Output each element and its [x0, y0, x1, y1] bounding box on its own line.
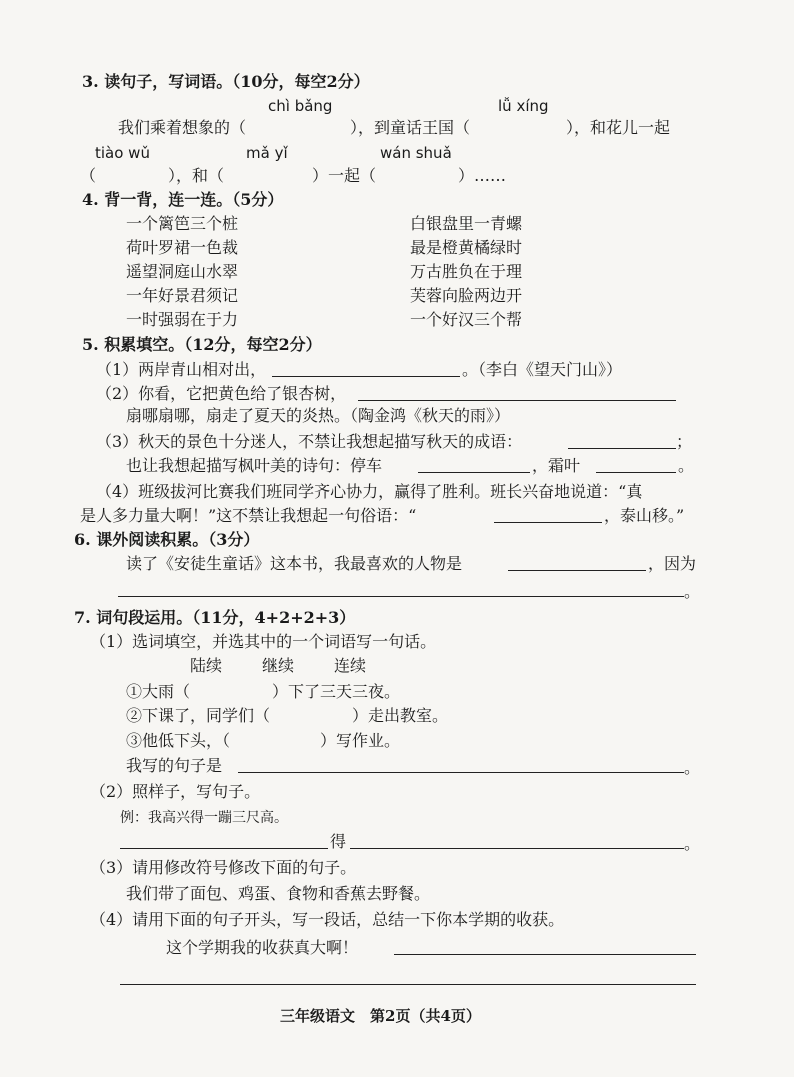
q5-item3-b: ；: [676, 432, 693, 451]
q3-title: 3. 读句子，写词语。（10分，每空2分）: [82, 72, 370, 91]
q7-s2-blank-1[interactable]: [120, 848, 328, 849]
word-option-3: 连续: [334, 656, 367, 675]
q3-line2-c: ）一起（: [312, 166, 377, 185]
q5-item3-blank-idiom[interactable]: [568, 448, 676, 449]
q5-item1-a: （1）两岸青山相对出，: [96, 360, 267, 379]
poem-right-5[interactable]: 一个好汉三个帮: [410, 310, 523, 329]
poem-right-2[interactable]: 最是橙黄橘绿时: [410, 238, 523, 257]
q7-s1-c1: ③他低下头，（: [126, 731, 231, 750]
q7-s4-start: 这个学期我的收获真大啊！: [166, 938, 359, 957]
q7-s2-blank-2[interactable]: [350, 848, 684, 849]
q3-line1-c: ），和花儿一起: [566, 118, 671, 137]
q5-item3-blank-poem2[interactable]: [596, 472, 676, 473]
poem-left-1[interactable]: 一个篱笆三个桩: [126, 214, 239, 233]
poem-left-3[interactable]: 遥望洞庭山水翠: [126, 262, 239, 281]
q5-item2-b: 扇哪扇哪，扇走了夏天的炎热。（陶金鸿《秋天的雨》）: [126, 406, 511, 425]
q5-item3-e: 。: [678, 456, 695, 475]
q6-title: 6. 课外阅读积累。（3分）: [74, 530, 260, 549]
q7-s1-a2: ）下了三天三夜。: [272, 682, 401, 701]
q7-s1-a1: ①大雨（: [126, 682, 191, 701]
q5-item3-a: （3）秋天的景色十分迷人，不禁让我想起描写秋天的成语：: [96, 432, 523, 451]
poem-right-4[interactable]: 芙蓉向脸两边开: [410, 286, 523, 305]
pinyin-2: lǚ xíng: [498, 97, 549, 115]
q7-s2-end: 。: [684, 834, 701, 853]
word-option-1: 陆续: [190, 656, 223, 675]
q5-item4-b: 是人多力量大啊！”这不禁让我想起一句俗语：“: [80, 506, 417, 525]
q5-title: 5. 积累填空。（12分，每空2分）: [82, 335, 322, 354]
q7-s3-title: （3）请用修改符号修改下面的句子。: [90, 858, 357, 877]
q5-item2-a: （2）你看，它把黄色给了银杏树，: [96, 384, 347, 403]
page-footer: 三年级语文 第2页（共4页）: [280, 1007, 481, 1025]
q5-item1-b: 。（李白《望天门山》）: [462, 360, 623, 379]
poem-left-2[interactable]: 荷叶罗裙一色裁: [126, 238, 239, 257]
q5-item4-a: （4）班级拔河比赛我们班同学齐心协力，赢得了胜利。班长兴奋地说道：“真: [96, 482, 643, 501]
q5-item4-blank[interactable]: [494, 522, 602, 523]
q3-line2-b: ），和（: [168, 166, 225, 185]
q6-blank-character[interactable]: [508, 570, 646, 571]
q7-s2-de: 得: [330, 832, 347, 851]
q7-s4-title: （4）请用下面的句子开头，写一段话，总结一下你本学期的收获。: [90, 910, 565, 929]
poem-right-3[interactable]: 万古胜负在于理: [410, 262, 523, 281]
pinyin-3: tiào wǔ: [95, 144, 150, 162]
q7-s4-blank-1[interactable]: [394, 954, 696, 955]
q3-line1-b: ），到童话王国（: [350, 118, 471, 137]
q7-title: 7. 词句段运用。（11分，4+2+2+3）: [74, 608, 356, 627]
q7-s1-c2: ）写作业。: [320, 731, 401, 750]
q6-line-a: 读了《安徒生童话》这本书，我最喜欢的人物是: [126, 554, 463, 573]
q7-s1-end: 。: [684, 758, 701, 777]
q3-line2-a: （: [80, 166, 97, 185]
q7-s1-title: （1）选词填空，并选其中的一个词语写一句话。: [90, 632, 437, 651]
q7-s2-example: 例：我高兴得一蹦三尺高。: [120, 810, 288, 826]
word-option-2: 继续: [262, 656, 295, 675]
q5-item4-c: ，泰山移。”: [604, 506, 685, 525]
q3-line2-d: ）……: [458, 166, 507, 185]
q7-s1-mine: 我写的句子是: [126, 756, 223, 775]
q7-s1-b2: ）走出教室。: [352, 706, 449, 725]
q7-s1-blank[interactable]: [238, 772, 684, 773]
poem-left-4[interactable]: 一年好景君须记: [126, 286, 239, 305]
q5-item3-c: 也让我想起描写枫叶美的诗句：停车: [126, 456, 383, 475]
pinyin-1: chì bǎng: [268, 97, 333, 115]
q5-item3-blank-poem1[interactable]: [418, 472, 530, 473]
q5-item2-blank[interactable]: [358, 400, 676, 401]
q6-end: 。: [684, 582, 701, 601]
q7-s3-sentence[interactable]: 我们带了面包、鸡蛋、食物和香蕉去野餐。: [126, 884, 431, 903]
q6-line-b: ，因为: [648, 554, 697, 573]
poem-left-5[interactable]: 一时强弱在于力: [126, 310, 239, 329]
pinyin-4: mǎ yǐ: [246, 144, 288, 162]
q7-s1-b1: ②下课了，同学们（: [126, 706, 271, 725]
poem-right-1[interactable]: 白银盘里一青螺: [410, 214, 523, 233]
q7-s4-blank-2[interactable]: [120, 984, 696, 985]
q7-s2-title: （2）照样子，写句子。: [90, 782, 261, 801]
q4-title: 4. 背一背，连一连。（5分）: [82, 190, 284, 209]
q5-item1-blank[interactable]: [272, 376, 460, 377]
q5-item3-d: ，霜叶: [532, 456, 581, 475]
q3-line1-a: 我们乘着想象的（: [118, 118, 247, 137]
q6-blank-reason[interactable]: [118, 596, 684, 597]
pinyin-5: wán shuǎ: [380, 144, 452, 162]
